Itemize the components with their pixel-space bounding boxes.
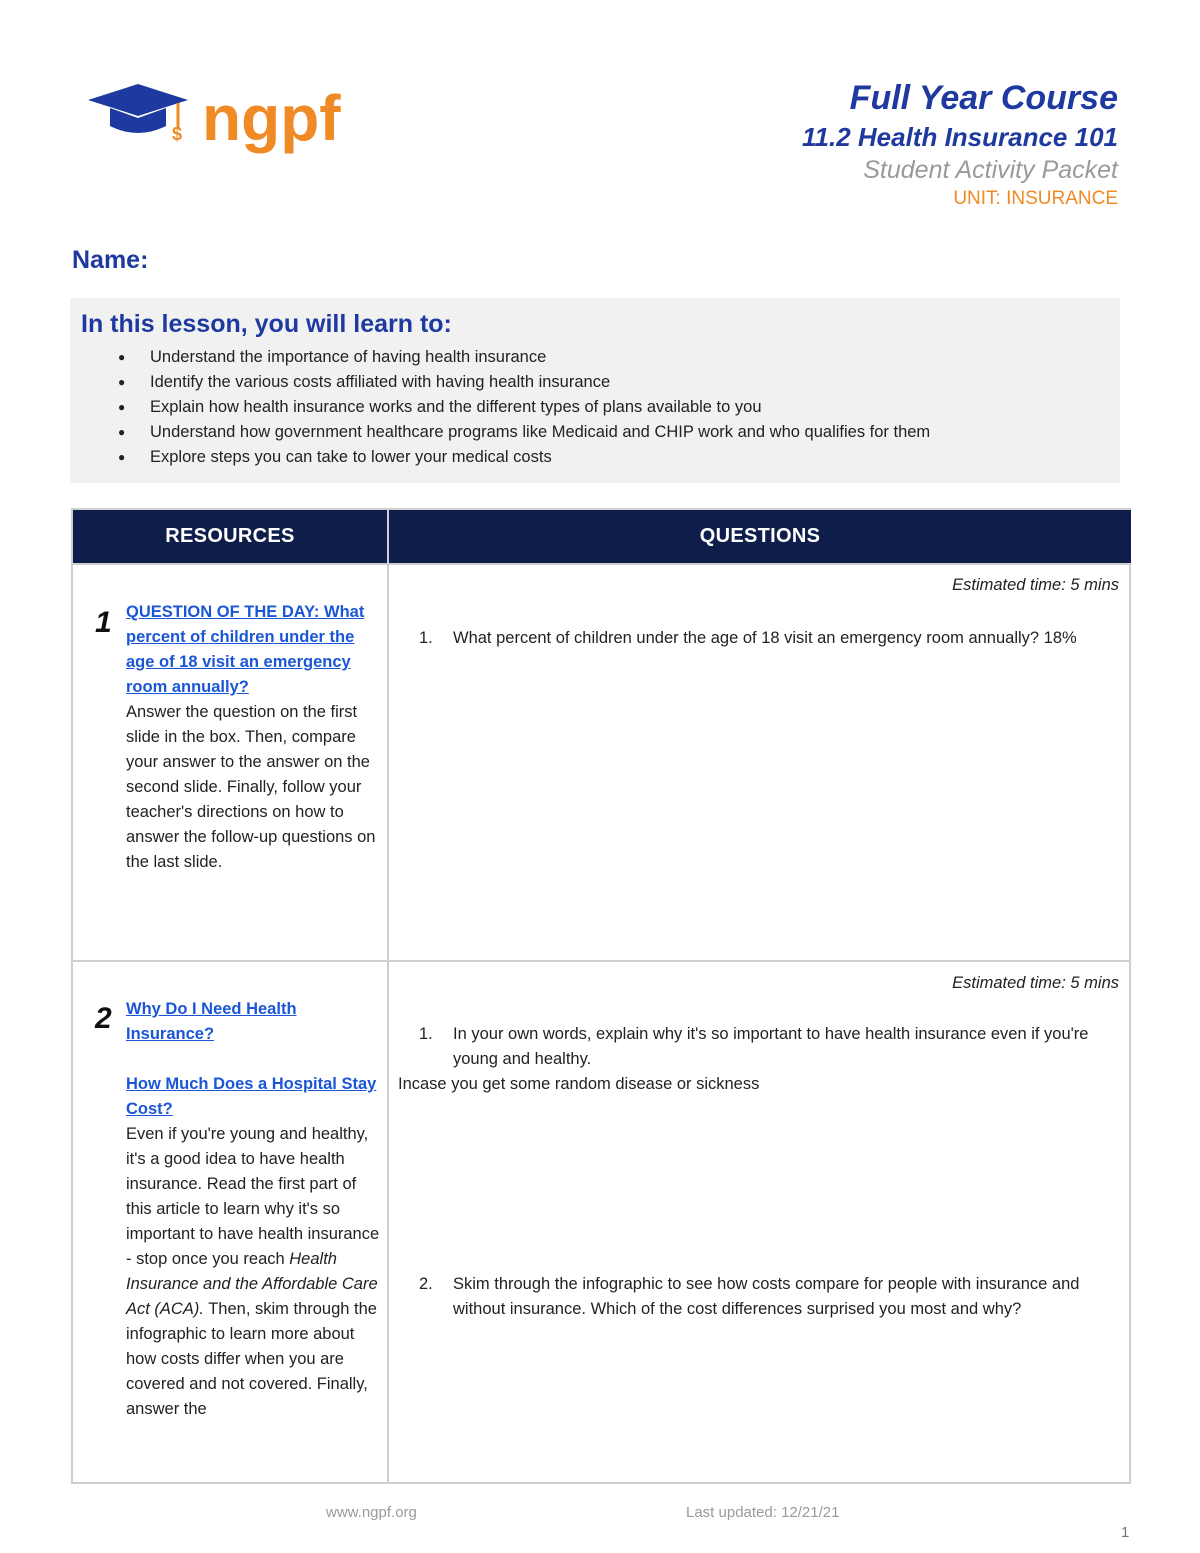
ngpf-logo [86, 76, 386, 156]
question-text: In your own words, explain why it's so important to have health insurance even if you're young and healthy. [453, 1025, 1089, 1068]
list-item: ● Explain how health insurance works and the different types of plans available to you [70, 395, 930, 420]
question-item [419, 1272, 1113, 1322]
question-text: What percent of children under the age of 18 visit an emergency room annually? 18% [453, 629, 1077, 647]
resource-cell [126, 997, 382, 1422]
list-item: ● Identify the various costs affiliated with having health insurance [70, 370, 930, 395]
estimated-time: Estimated time: 5 mins [952, 576, 1119, 594]
bullet-icon: ● [118, 425, 126, 439]
footer-last-updated: Last updated: 12/21/21 [686, 1504, 840, 1521]
column-divider [387, 510, 389, 1484]
row-number: 2 [95, 1002, 112, 1035]
question-number: 2. [419, 1275, 433, 1293]
question-number: 1. [419, 1025, 433, 1043]
page-number: 1 [1121, 1524, 1130, 1541]
column-header-questions: QUESTIONS [389, 510, 1131, 563]
name-field-label: Name: [72, 246, 149, 274]
packet-subtitle: Student Activity Packet [863, 156, 1118, 184]
objectives-list [70, 345, 930, 470]
bullet-icon: ● [118, 400, 126, 414]
list-item: ● Explore steps you can take to lower your medical costs [70, 445, 930, 470]
resource-cell [126, 600, 378, 875]
question-number: 1. [419, 629, 433, 647]
footer-url[interactable]: www.ngpf.org [326, 1504, 417, 1521]
bullet-icon: ● [118, 375, 126, 389]
why-health-insurance-link[interactable]: Why Do I Need Health Insurance? [126, 1000, 297, 1043]
resource-description: Even if you're young and healthy, it's a good idea to have health insurance. Read the first part of this article to learn why it's so important to have health insurance - stop once you reach Health Insurance and the Affordable Care Act (ACA). Then, skim through the infographic to learn more about how costs differ when you are covered and not covered. Finally, answer the [126, 1125, 380, 1418]
student-answer[interactable]: Incase you get some random disease or sickness [398, 1075, 760, 1093]
bullet-icon: ● [118, 350, 126, 364]
unit-label: UNIT: INSURANCE [953, 188, 1118, 209]
objectives-heading: In this lesson, you will learn to: [81, 310, 452, 338]
lesson-title: 11.2 Health Insurance 101 [801, 122, 1118, 152]
learning-objectives-box [70, 298, 1120, 483]
question-item [419, 1022, 1113, 1072]
question-item [419, 626, 1113, 651]
list-item: ● Understand the importance of having health insurance [70, 345, 930, 370]
row-divider [73, 563, 1131, 565]
resource-description: Answer the question on the first slide in the box. Then, compare your answer to the answer on the second slide. Finally, follow your teacher's directions on how to answer the follow-up questions on the last slide. [126, 703, 376, 871]
logo-wordmark: ngpf [202, 82, 341, 154]
row-number: 1 [95, 606, 112, 639]
hospital-stay-cost-link[interactable]: How Much Does a Hospital Stay Cost? [126, 1075, 377, 1118]
question-of-the-day-link[interactable]: QUESTION OF THE DAY: What percent of children under the age of 18 visit an emergency room annually? [126, 603, 365, 696]
resources-questions-table [71, 508, 1131, 1484]
question-text: Skim through the infographic to see how costs compare for people with insurance and without insurance. Which of the cost differences surprised you most and why? [453, 1275, 1080, 1318]
svg-text:$: $ [172, 124, 183, 144]
bullet-icon: ● [118, 450, 126, 464]
list-item: ● Understand how government healthcare programs like Medicaid and CHIP work and who qualifies for them [70, 420, 930, 445]
course-title: Full Year Course [849, 79, 1118, 117]
document-header [802, 78, 1118, 212]
row-divider [73, 960, 1131, 962]
estimated-time: Estimated time: 5 mins [952, 974, 1119, 992]
column-header-resources: RESOURCES [73, 510, 387, 563]
